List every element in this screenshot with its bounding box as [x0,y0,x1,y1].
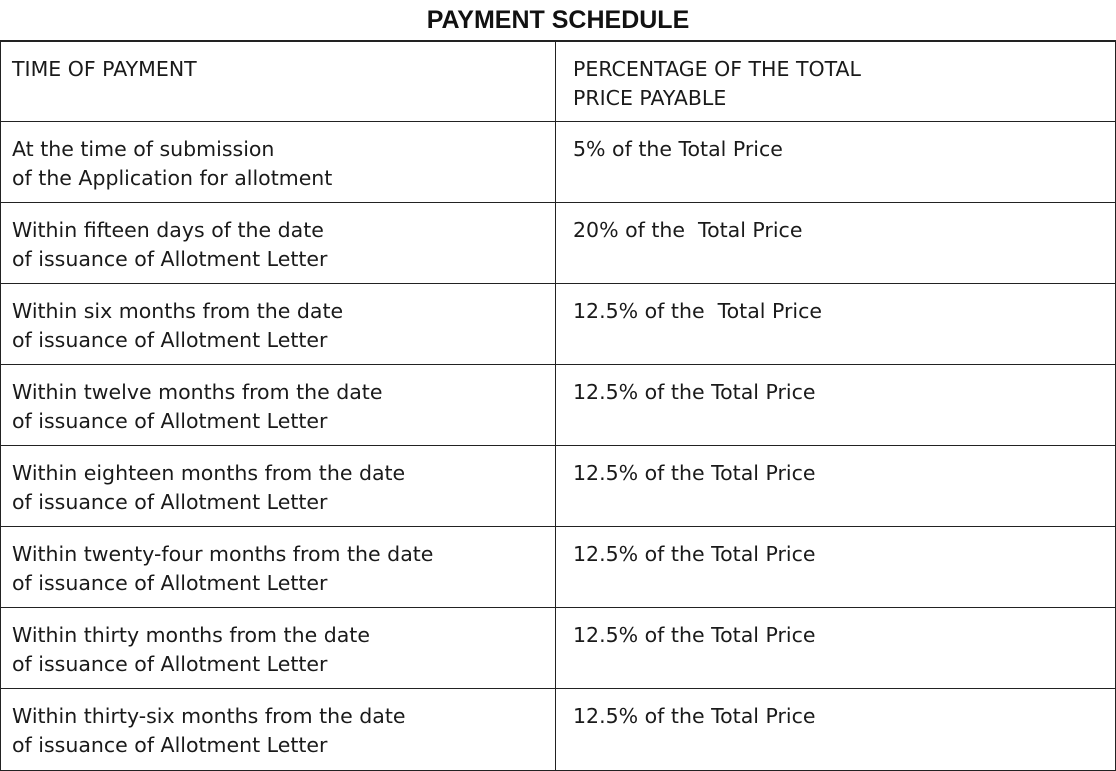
time-line2: of issuance of Allotment Letter [12,652,328,676]
payment-schedule-table [0,40,1116,771]
time-line2: of issuance of Allotment Letter [12,490,328,514]
table-row [1,365,1115,446]
percentage-text: 12.5% of the Total Price [573,542,816,566]
percentage-cell [556,203,1115,283]
table-row [1,203,1115,284]
time-line1: Within twelve months from the date [12,380,383,404]
header-time-of-payment [1,42,556,121]
time-line1: Within thirty-six months from the date [12,704,406,728]
page-title: PAYMENT SCHEDULE [426,5,690,34]
header-col1-label: TIME OF PAYMENT [12,57,197,81]
time-cell [1,689,556,770]
table-row [1,608,1115,689]
percentage-text: 12.5% of the Total Price [573,623,816,647]
percentage-cell [556,446,1115,526]
percentage-cell [556,689,1115,770]
time-line2: of the Application for allotment [12,166,333,190]
time-line1: Within eighteen months from the date [12,461,406,485]
table-row [1,527,1115,608]
table-header-row [1,42,1115,122]
percentage-text: 12.5% of the Total Price [573,380,816,404]
time-cell [1,122,556,202]
table-row [1,689,1115,771]
percentage-cell [556,122,1115,202]
percentage-text: 20% of the Total Price [573,218,803,242]
table-row [1,446,1115,527]
time-line2: of issuance of Allotment Letter [12,409,328,433]
percentage-cell [556,284,1115,364]
time-cell [1,608,556,688]
time-line1: Within twenty-four months from the date [12,542,434,566]
percentage-text: 12.5% of the Total Price [573,461,816,485]
time-line2: of issuance of Allotment Letter [12,328,328,352]
percentage-text: 12.5% of the Total Price [573,704,816,728]
percentage-cell [556,608,1115,688]
time-line1: Within six months from the date [12,299,344,323]
time-line1: At the time of submission [12,137,275,161]
percentage-cell [556,365,1115,445]
percentage-text: 12.5% of the Total Price [573,299,822,323]
header-col2-line1: PERCENTAGE OF THE TOTAL [573,57,861,81]
header-col2-line2: PRICE PAYABLE [573,86,727,110]
time-line2: of issuance of Allotment Letter [12,247,328,271]
table-row [1,284,1115,365]
time-line2: of issuance of Allotment Letter [12,733,328,757]
time-cell [1,527,556,607]
table-row [1,122,1115,203]
time-line2: of issuance of Allotment Letter [12,571,328,595]
time-cell [1,446,556,526]
percentage-cell [556,527,1115,607]
time-cell [1,365,556,445]
time-cell [1,284,556,364]
time-line1: Within fifteen days of the date [12,218,324,242]
header-percentage [556,42,1115,121]
time-cell [1,203,556,283]
percentage-text: 5% of the Total Price [573,137,783,161]
time-line1: Within thirty months from the date [12,623,370,647]
